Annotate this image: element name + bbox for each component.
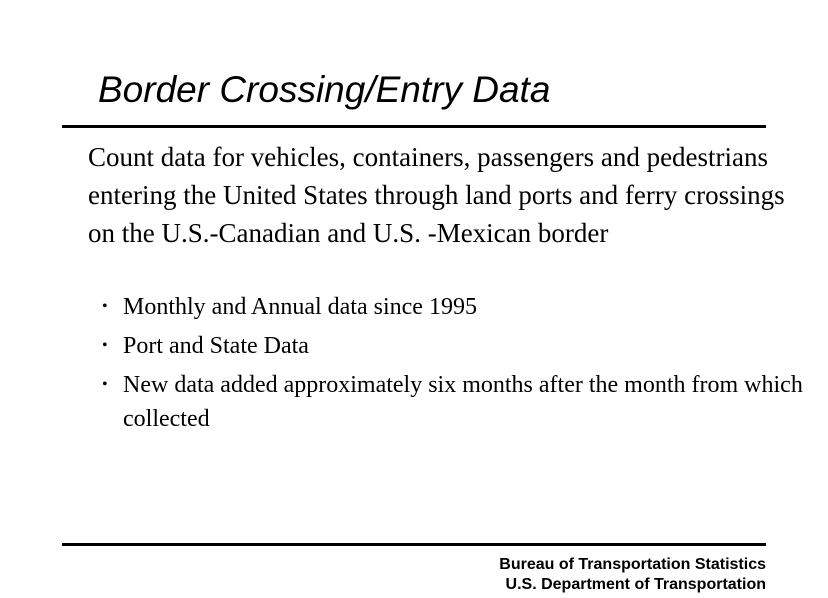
bullet-text: Port and State Data	[123, 333, 309, 359]
slide-title: Border Crossing/Entry Data	[98, 69, 551, 110]
footer-organization: Bureau of Transportation Statistics	[499, 556, 766, 573]
intro-paragraph: Count data for vehicles, containers, passengers and pedestrians entering the United States through land ports and ferry crossings on the U.S.-Canadian and U.S. -Mexican border	[88, 142, 785, 248]
title-divider	[62, 125, 766, 128]
bullet-dot-icon: •	[102, 298, 108, 315]
footer-department: U.S. Department of Transportation	[505, 576, 766, 593]
bullet-text: New data added approximately six months after the month from which collected	[123, 372, 803, 432]
footer	[499, 555, 766, 595]
footer-divider	[62, 543, 766, 546]
bullet-dot-icon: •	[102, 376, 108, 393]
bullet-dot-icon: •	[102, 337, 108, 354]
bullet-item	[102, 329, 803, 363]
bullet-item	[102, 368, 803, 436]
bullet-text: Monthly and Annual data since 1995	[123, 294, 477, 320]
bullet-list	[102, 290, 803, 441]
bullet-item	[102, 290, 803, 324]
